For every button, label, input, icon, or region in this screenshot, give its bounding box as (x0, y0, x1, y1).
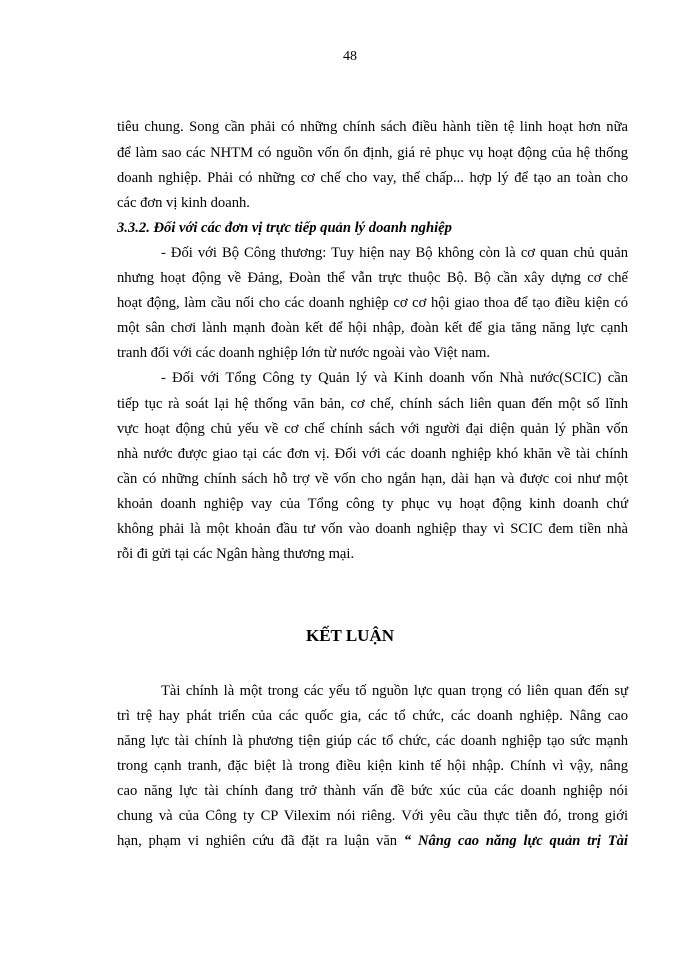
thesis-title-emphasis: “ Nâng cao năng lực quản trị Tài (403, 833, 628, 849)
paragraph-line: trong cạnh tranh, đặc biệt là trong điều kiện kinh tế hội nhập. Chính vì vậy, nâng (117, 758, 628, 774)
paragraph-line: tranh đối với các doanh nghiệp lớn từ nước ngoài vào Việt nam. (117, 345, 490, 361)
paragraph-text: hạn, phạm vi nghiên cứu đã đặt ra luận văn (117, 833, 404, 849)
conclusion-title: KẾT LUẬN (305, 626, 394, 645)
page-number: 48 (343, 49, 357, 64)
paragraph-line: các đơn vị kinh doanh. (117, 195, 250, 211)
paragraph-line: chung và của Công ty CP Vilexim nói riêng. Với yêu cầu thực tiễn đó, trong giới (117, 808, 628, 824)
paragraph-line: năng lực tài chính là phương tiện giúp các tổ chức, các doanh nghiệp tạo sức mạnh (117, 733, 628, 749)
paragraph-line (117, 831, 628, 851)
paragraph-line: Tài chính là một trong các yếu tố nguồn lực quan trọng có liên quan đến sự (161, 683, 628, 699)
paragraph-line: nhà nước được giao tại các đơn vị. Đối với các doanh nghiệp khó khăn về tài chính (117, 446, 628, 462)
paragraph-line: một sân chơi lành mạnh đoàn kết để hội nhập, đoàn kết để gia tăng năng lực cạnh (117, 320, 628, 336)
paragraph-line: tiêu chung. Song cần phải có những chính sách điều hành tiền tệ linh hoạt hơn nữa (117, 119, 628, 135)
paragraph-line: trì trệ hay phát triển của các quốc gia, các tổ chức, các doanh nghiệp. Nâng cao (117, 708, 628, 724)
paragraph-line: doanh nghiệp. Phải có những cơ chế cho vay, thế chấp... hợp lý để tạo an toàn cho (117, 170, 628, 186)
section-heading: 3.3.2. Đối với các đơn vị trực tiếp quản lý doanh nghiệp (117, 220, 452, 236)
paragraph-line: cần có những chính sách hỗ trợ về vốn cho ngắn hạn, dài hạn và được coi như một (117, 471, 628, 487)
paragraph-line: vực hoạt động chủ yếu về cơ chế chính sách với người đại diện quản lý phần vốn (117, 421, 628, 437)
paragraph-line: không phải là một khoản đầu tư vốn vào doanh nghiệp thay vì SCIC đem tiền nhà (117, 521, 628, 537)
paragraph-line: nhưng hoạt động về Đảng, Đoàn thể vẫn trực thuộc Bộ. Bộ cần xây dựng cơ chế (117, 270, 628, 286)
paragraph-line: rỗi đi gửi tại các Ngân hàng thương mại. (117, 546, 355, 562)
paragraph-line: hoạt động, làm cầu nối cho các doanh nghiệp cơ cơ hội giao thoa để tạo điều kiện có (117, 295, 628, 311)
paragraph-line: - Đối với Tổng Công ty Quản lý và Kinh doanh vốn Nhà nước(SCIC) cần (161, 370, 628, 386)
paragraph-line: tiếp tục rà soát lại hệ thống văn bản, cơ chế, chính sách liên quan đến một số lĩnh (117, 396, 628, 412)
paragraph-line: để làm sao các NHTM có nguồn vốn ổn định, giá rẻ phục vụ hoạt động của hệ thống (117, 145, 628, 161)
paragraph-line: - Đối với Bộ Công thương: Tuy hiện nay Bộ không còn là cơ quan chủ quản (161, 245, 628, 261)
paragraph-line: khoản doanh nghiệp vay của Tổng công ty phục vụ hoạt động kinh doanh chứ (117, 496, 628, 512)
paragraph-line: cao năng lực tài chính đang trở thành vấn đề bức xúc của các doanh nghiệp nói (117, 783, 628, 799)
